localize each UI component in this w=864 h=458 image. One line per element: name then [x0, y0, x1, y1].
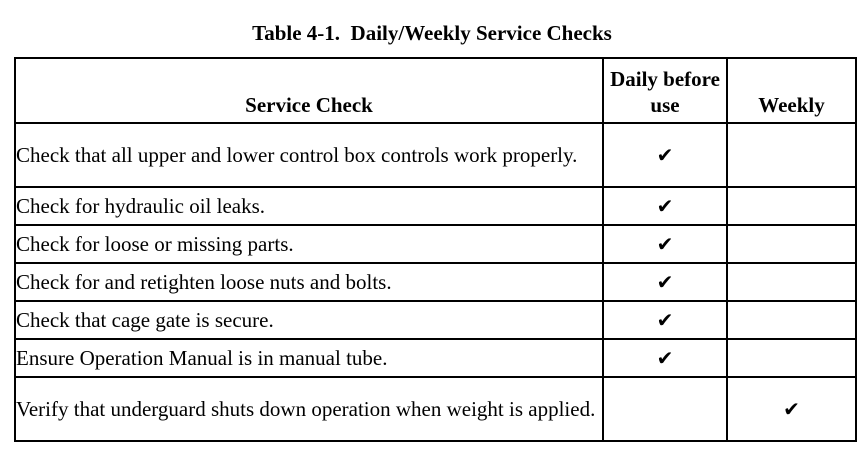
- daily-cell: [603, 339, 727, 377]
- service-check-cell: Check for hydraulic oil leaks.: [15, 187, 603, 225]
- checkmark-icon: ✔: [656, 270, 674, 294]
- daily-cell: [603, 123, 727, 187]
- weekly-cell: [727, 187, 856, 225]
- daily-cell: [603, 263, 727, 301]
- checkmark-icon: ✔: [656, 194, 674, 218]
- header-daily-before-use: Daily before use: [603, 58, 727, 123]
- table-header-row: [15, 58, 856, 123]
- service-check-cell: Verify that underguard shuts down operation when weight is applied.: [15, 377, 603, 441]
- daily-cell: [603, 377, 727, 441]
- service-check-cell: Check for loose or missing parts.: [15, 225, 603, 263]
- checkmark-icon: ✔: [656, 308, 674, 332]
- table-row: [15, 339, 856, 377]
- service-check-cell: Check for and retighten loose nuts and bolts.: [15, 263, 603, 301]
- weekly-cell: [727, 123, 856, 187]
- service-checks-table: [14, 57, 857, 442]
- table-row: [15, 263, 856, 301]
- service-check-cell: Check that all upper and lower control box controls work properly.: [15, 123, 603, 187]
- header-service-check: Service Check: [15, 58, 603, 123]
- service-check-cell: Check that cage gate is secure.: [15, 301, 603, 339]
- table-title: Table 4-1. Daily/Weekly Service Checks: [252, 21, 612, 45]
- table-row: [15, 301, 856, 339]
- table-row: [15, 123, 856, 187]
- weekly-cell: [727, 263, 856, 301]
- weekly-cell: [727, 301, 856, 339]
- table-row: [15, 187, 856, 225]
- daily-cell: [603, 225, 727, 263]
- checkmark-icon: ✔: [656, 143, 674, 167]
- weekly-cell: [727, 339, 856, 377]
- weekly-cell: [727, 377, 856, 441]
- weekly-cell: [727, 225, 856, 263]
- checkmark-icon: ✔: [656, 232, 674, 256]
- service-check-cell: Ensure Operation Manual is in manual tube.: [15, 339, 603, 377]
- daily-cell: [603, 301, 727, 339]
- header-weekly: Weekly: [727, 58, 856, 123]
- daily-cell: [603, 187, 727, 225]
- checkmark-icon: ✔: [783, 397, 800, 421]
- table-row: [15, 225, 856, 263]
- table-row: [15, 377, 856, 441]
- checkmark-icon: ✔: [656, 346, 674, 370]
